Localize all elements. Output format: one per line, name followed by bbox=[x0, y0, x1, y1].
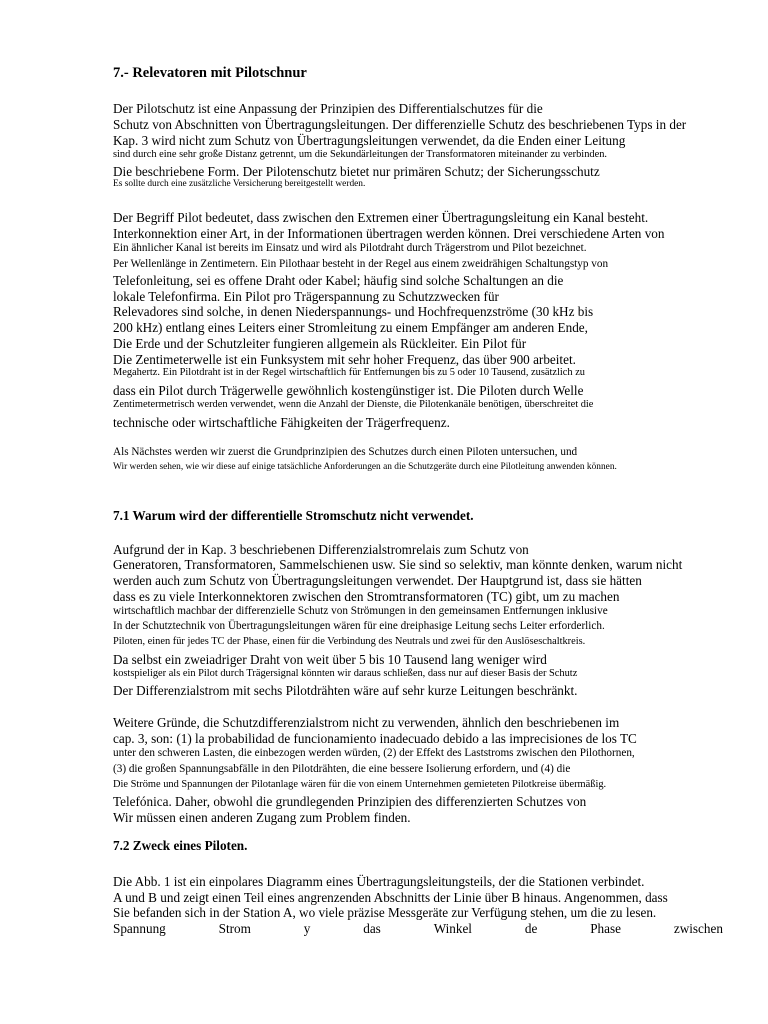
word: Spannung bbox=[113, 921, 166, 936]
paragraph-6-line-2: A und B und zeigt einen Teil eines angrenzenden Abschnitts der Linie über B hinaus. Angenommen, dass bbox=[113, 890, 668, 905]
paragraph-4-line-5: wirtschaftlich machbar der differenzielle Schutz von Strömungen in den gemeinsamen Entfernungen inklusive bbox=[113, 605, 608, 617]
paragraph-2-line-12: dass ein Pilot durch Trägerwelle gewöhnlich kostengünstiger ist. Die Piloten durch Welle bbox=[113, 383, 584, 398]
paragraph-3-line-1: Als Nächstes werden wir zuerst die Grundprinzipien des Schutzes durch einen Piloten untersuchen, und bbox=[113, 446, 578, 458]
word: y bbox=[303, 921, 311, 936]
paragraph-5-line-2: cap. 3, son: (1) la probabilidad de funcionamiento inadecuado debido a las imprecisiones de los TC bbox=[113, 731, 637, 746]
paragraph-4-line-1: Aufgrund der in Kap. 3 beschriebenen Differenzialstromrelais zum Schutz von bbox=[113, 542, 529, 557]
paragraph-1-line-3: Kap. 3 wird nicht zum Schutz von Übertragungsleitungen verwendet, da die Enden einer Leitung bbox=[113, 133, 626, 148]
paragraph-2-line-2: Interkonnektion einer Art, in der Informationen übertragen werden können. Drei verschiedene Arten von bbox=[113, 226, 665, 241]
paragraph-2-line-7: Relevadores sind solche, in denen Niederspannungs- und Hochfrequenzströme (30 kHz bis bbox=[113, 304, 594, 319]
word: Winkel bbox=[433, 921, 472, 936]
paragraph-5-line-3: unter den schweren Lasten, die einbezogen werden würden, (2) der Effekt des Laststroms zwischen den Pilothornen, bbox=[113, 747, 635, 759]
paragraph-5-line-7: Wir müssen einen anderen Zugang zum Problem finden. bbox=[113, 810, 411, 825]
paragraph-1-line-4: sind durch eine sehr große Distanz getrennt, um die Sekundärleitungen der Transformatoren miteinander zu verbinden. bbox=[113, 149, 607, 160]
paragraph-4-line-9: kostspieliger als ein Pilot durch Trägersignal könnten wir daraus schließen, dass nur auf dieser Basis der Schutz bbox=[113, 668, 578, 679]
paragraph-5-line-4: (3) die großen Spannungsabfälle in den Pilotdrähten, die eine bessere Isolierung erfordern, und (4) die bbox=[113, 763, 571, 775]
paragraph-1-line-2: Schutz von Abschnitten von Übertragungsleitungen. Der differenzielle Schutz des beschriebenen Typs in der bbox=[113, 117, 687, 132]
paragraph-2-line-14: technische oder wirtschaftliche Fähigkeiten der Trägerfrequenz. bbox=[113, 415, 450, 430]
paragraph-1-line-5: Die beschriebene Form. Der Pilotenschutz bietet nur primären Schutz; der Sicherungsschutz bbox=[113, 164, 600, 179]
paragraph-4-line-8: Da selbst ein zweiadriger Draht von weit über 5 bis 10 Tausend lang weniger wird bbox=[113, 652, 547, 667]
paragraph-5-line-1: Weitere Gründe, die Schutzdifferenzialstrom nicht zu verwenden, ähnlich den beschriebenen im bbox=[113, 715, 620, 730]
paragraph-6-line-1: Die Abb. 1 ist ein einpolares Diagramm eines Übertragungsleitungsteils, der die Stationen verbindet. bbox=[113, 874, 645, 889]
paragraph-6-line-4 bbox=[113, 922, 723, 935]
word: das bbox=[363, 921, 381, 936]
section-title: 7.- Relevatoren mit Pilotschnur bbox=[113, 65, 307, 81]
paragraph-4-line-10: Der Differenzialstrom mit sechs Pilotdrähten wäre auf sehr kurze Leitungen beschränkt. bbox=[113, 683, 578, 698]
paragraph-2-line-1: Der Begriff Pilot bedeutet, dass zwischen den Extremen einer Übertragungsleitung ein Kanal besteht. bbox=[113, 210, 649, 225]
paragraph-1-line-6: Es sollte durch eine zusätzliche Versicherung bereitgestellt werden. bbox=[113, 179, 366, 189]
paragraph-2-line-9: Die Erde und der Schutzleiter fungieren allgemein als Rückleiter. Ein Pilot für bbox=[113, 336, 527, 351]
paragraph-4-line-2: Generatoren, Transformatoren, Sammelschienen usw. Sie sind so selektiv, man könnte denken, warum nicht bbox=[113, 557, 683, 572]
word: zwischen bbox=[673, 921, 723, 936]
paragraph-2-line-8: 200 kHz) entlang eines Leiters einer Stromleitung zu einem Empfänger am anderen Ende, bbox=[113, 320, 588, 335]
paragraph-6-line-3: Sie befanden sich in der Station A, wo viele präzise Messgeräte zur Verfügung stehen, um die zu lesen. bbox=[113, 905, 657, 920]
paragraph-2-line-3: Ein ähnlicher Kanal ist bereits im Einsatz und wird als Pilotdraht durch Trägerstrom und Pilot bezeichnet. bbox=[113, 242, 587, 254]
paragraph-2-line-4: Per Wellenlänge in Zentimetern. Ein Pilothaar besteht in der Regel aus einem zweidrähigen Schaltungstyp von bbox=[113, 258, 609, 270]
paragraph-2-line-6: lokale Telefonfirma. Ein Pilot pro Trägerspannung zu Schutzzwecken für bbox=[113, 289, 499, 304]
paragraph-2-line-10: Die Zentimeterwelle ist ein Funksystem mit sehr hoher Frequenz, das über 900 arbeitet. bbox=[113, 352, 576, 367]
paragraph-4-line-4: dass es zu viele Interkonnektoren zwischen den Stromtransformatoren (TC) gibt, um zu machen bbox=[113, 589, 620, 604]
word: de bbox=[524, 921, 538, 936]
paragraph-4-line-6: In der Schutztechnik von Übertragungsleitungen wären für eine dreiphasige Leitung sechs Leiter erforderlich. bbox=[113, 620, 605, 632]
section-7-2-title: 7.2 Zweck eines Piloten. bbox=[113, 838, 248, 853]
paragraph-4-line-3: werden auch zum Schutz von Übertragungsleitungen verwendet. Der Hauptgrund ist, dass sie hätten bbox=[113, 573, 642, 588]
paragraph-2-line-5: Telefonleitung, sei es offene Draht oder Kabel; häufig sind solche Schaltungen an die bbox=[113, 273, 564, 288]
paragraph-5-line-5: Die Ströme und Spannungen der Pilotanlage wären für die von einem Unternehmen gemieteten Pilotkreise übermäßig. bbox=[113, 779, 607, 790]
paragraph-3-line-2: Wir werden sehen, wie wir diese auf einige tatsächliche Anforderungen an die Schutzgeräte durch eine Pilotleitung anwenden können. bbox=[113, 462, 617, 472]
paragraph-2-line-13: Zentimetermetrisch werden verwendet, wenn die Anzahl der Dienste, die Pilotenkanäle benötigen, überschreitet die bbox=[113, 399, 594, 410]
paragraph-2-line-11: Megahertz. Ein Pilotdraht ist in der Regel wirtschaftlich für Entfernungen bis zu 5 oder 10 Tausend, zusätzlich zu bbox=[113, 367, 586, 378]
word: Strom bbox=[218, 921, 251, 936]
section-7-1-title: 7.1 Warum wird der differentielle Stromschutz nicht verwendet. bbox=[113, 508, 474, 523]
word: Phase bbox=[590, 921, 621, 936]
paragraph-4-line-7: Piloten, einen für jedes TC der Phase, einen für die Verbindung des Neutrals und zwei für den Auslöseschaltkreis. bbox=[113, 636, 586, 647]
paragraph-5-line-6: Telefónica. Daher, obwohl die grundlegenden Prinzipien des differenzierten Schutzes von bbox=[113, 794, 587, 809]
paragraph-1-line-1: Der Pilotschutz ist eine Anpassung der Prinzipien des Differentialschutzes für die bbox=[113, 101, 543, 116]
